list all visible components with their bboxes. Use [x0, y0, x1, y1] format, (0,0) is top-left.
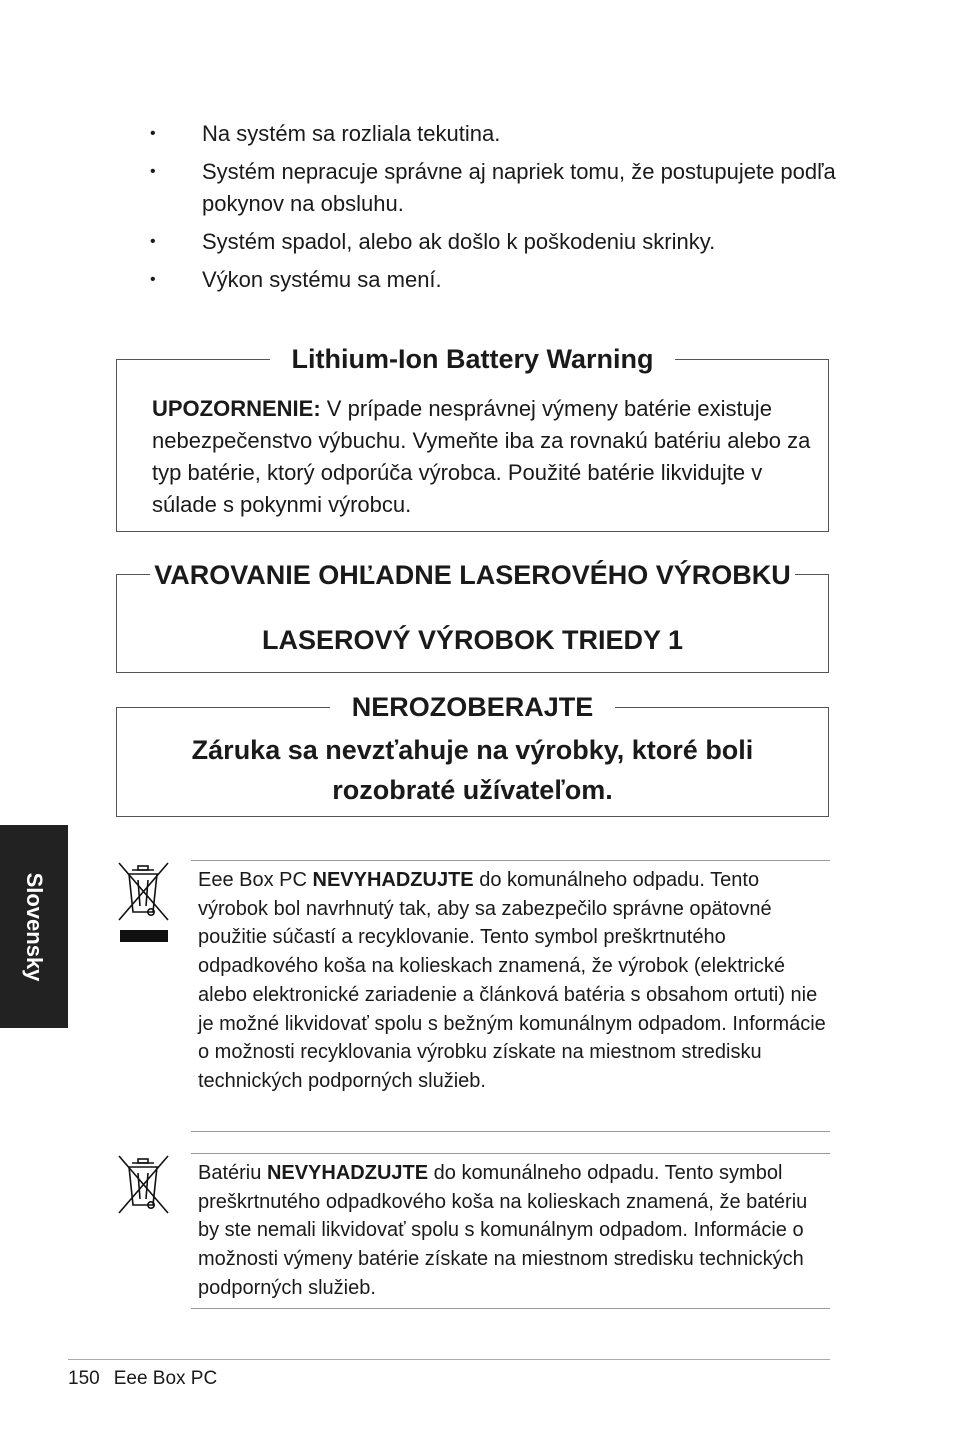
- disassembly-warning-title: NEROZOBERAJTE: [330, 692, 616, 722]
- crossed-out-wheelie-bin-icon: [116, 860, 172, 950]
- page-footer: [68, 1368, 231, 1390]
- laser-warning-title: VAROVANIE OHĽADNE LASEROVÉHO VÝROBKU: [150, 560, 795, 590]
- disassembly-warning-text: Záruka sa nevzťahuje na výrobky, ktoré boli rozobraté užívateľom.: [191, 735, 754, 805]
- bullet-icon: •: [150, 233, 156, 250]
- list-item: • Systém nepracuje správne aj napriek tomu, že postupujete podľa pokynov na obsluhu.: [150, 156, 850, 220]
- page-number: 150: [68, 1368, 100, 1389]
- battery-disposal-notice: [116, 1153, 830, 1309]
- bullet-list: [150, 118, 850, 302]
- product-disposal-notice: [116, 860, 830, 1132]
- bullet-icon: •: [150, 271, 156, 288]
- battery-warning-title: Lithium-Ion Battery Warning: [270, 344, 676, 374]
- language-label: Slovensky: [22, 872, 47, 981]
- list-item: • Výkon systému sa mení.: [150, 264, 850, 296]
- battery-warning-text: UPOZORNENIE: V prípade nesprávnej výmeny batérie existuje nebezpečenstvo výbuchu. Vymeňte iba za rovnakú batériu alebo za typ batérie, ktorý odporúča výrobca. Použité batérie likvidujte v súlade s pokynmi výrobcu.: [152, 396, 811, 517]
- crossed-out-wheelie-bin-icon: [116, 1153, 172, 1217]
- list-item: • Na systém sa rozliala tekutina.: [150, 118, 850, 150]
- disassembly-warning-box: [116, 692, 829, 817]
- language-side-tab: [0, 825, 68, 1028]
- product-disposal-text: Eee Box PC NEVYHADZUJTE do komunálneho odpadu. Tento výrobok bol navrhnutý tak, aby sa zabezpečilo správne opätovné použitie súčastí a recyklovanie. Tento symbol preškrtnutého odpadkového koša na kolieskach znamená, že výrobok (elektrické alebo elektronické zariadenie a článková batéria s obsahom ortuti) nie je možné likvidovať spolu s bežným komunálnym odpadom. Informácie o možnosti recyklovania výrobku získate na miestnom stredisku technických podporných služieb.: [191, 860, 830, 1132]
- bullet-icon: •: [150, 163, 156, 180]
- footer-product-name: Eee Box PC: [113, 1368, 218, 1389]
- bullet-icon: •: [150, 125, 156, 142]
- battery-disposal-text: Batériu NEVYHADZUJTE do komunálneho odpadu. Tento symbol preškrtnutého odpadkového koša na kolieskach znamená, že batériu by ste nemali likvidovať spolu s komunálnym odpadom. Informácie o možnosti výmeny batérie získate na miestnom stredisku technických podporných služieb.: [191, 1153, 830, 1309]
- footer-divider: [68, 1359, 830, 1360]
- laser-class-label: LASEROVÝ VÝROBOK TRIEDY 1: [261, 625, 684, 655]
- list-item: • Systém spadol, alebo ak došlo k poškodeniu skrinky.: [150, 226, 850, 258]
- battery-warning-box: [116, 344, 829, 532]
- laser-warning-box: [116, 560, 829, 673]
